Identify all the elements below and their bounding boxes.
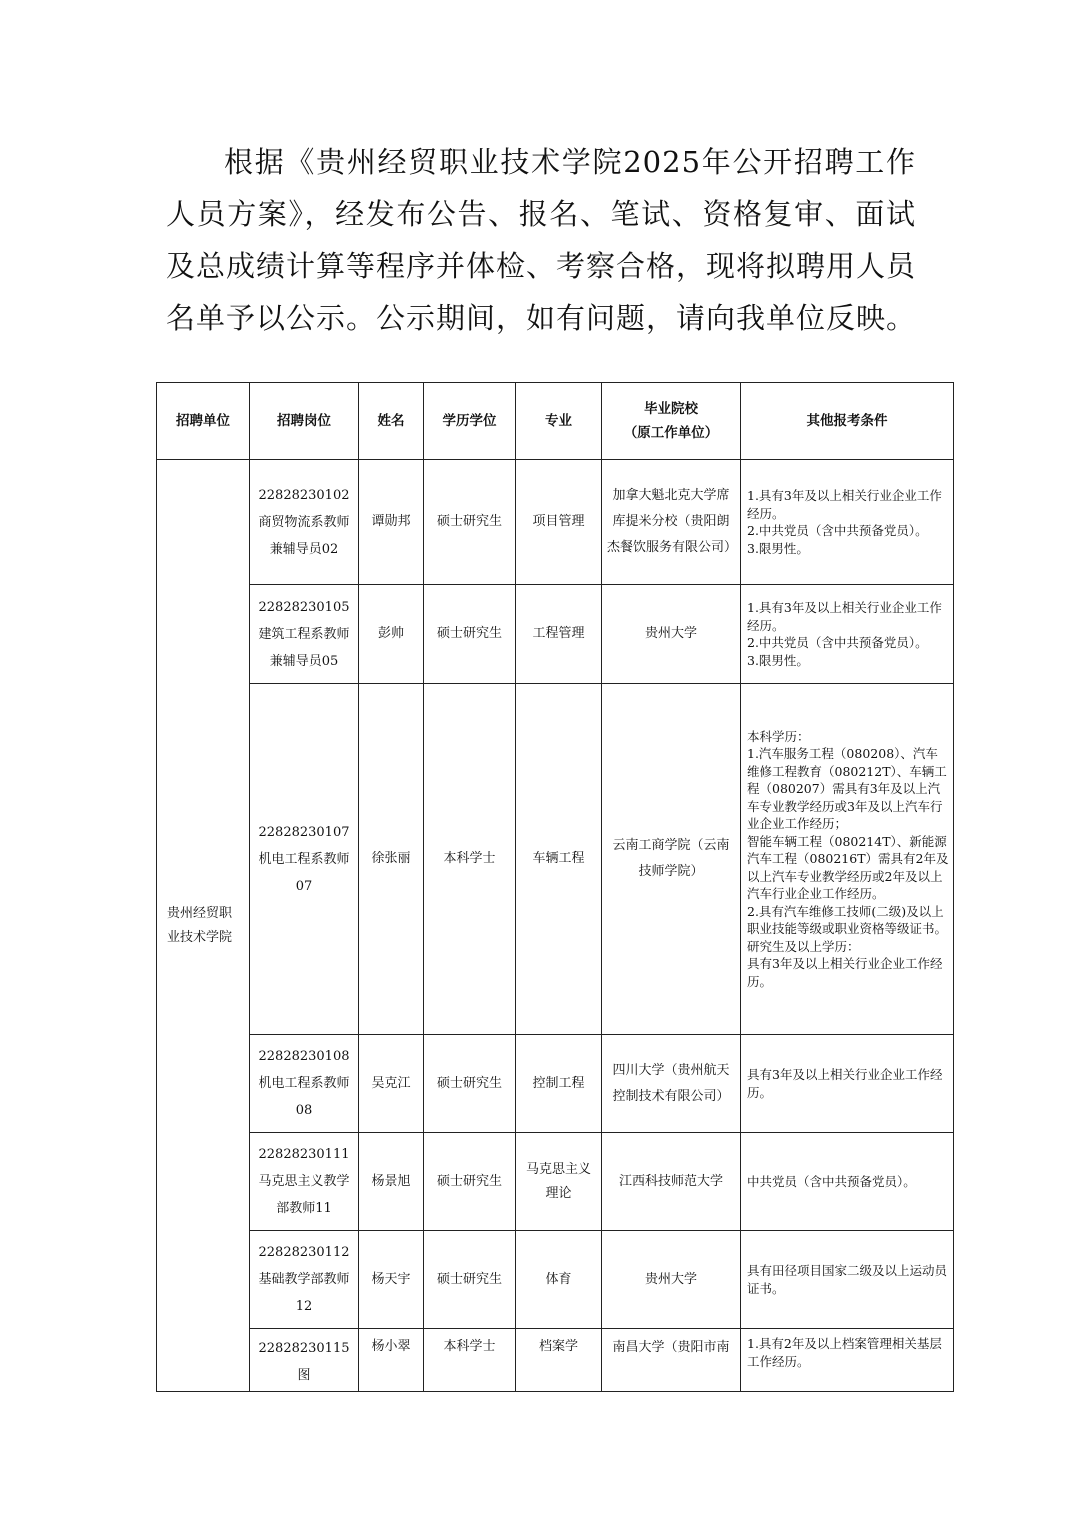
name-cell: 彭帅	[359, 585, 424, 684]
degree-cell: 本科学士	[424, 1329, 516, 1392]
condition-line: 1.具有3年及以上相关行业企业工作经历。	[747, 600, 942, 633]
school-cell: 四川大学（贵州航天控制技术有限公司）	[602, 1035, 741, 1133]
major-cell: 马克思主义理论	[516, 1133, 602, 1231]
table-row	[157, 460, 954, 585]
condition-line: 1.汽车服务工程（080208）、汽车维修工程教育（080212T）、车辆工程（080207）需具有3年及以上汽车专业教学经历或3年及以上汽车行业企业工作经历；	[747, 746, 947, 832]
school-cell: 江西科技师范大学	[602, 1133, 741, 1231]
table-row	[157, 1133, 954, 1231]
condition-line: 3.限男性。	[747, 652, 809, 668]
header-school-line1: 毕业院校	[644, 401, 698, 417]
post-cell: 22828230105建筑工程系教师兼辅导员05	[250, 585, 359, 684]
conditions-cell	[741, 1231, 954, 1329]
conditions-cell	[741, 460, 954, 585]
post-cell: 22828230115图	[250, 1329, 359, 1392]
condition-line: 3.限男性。	[747, 540, 809, 556]
condition-line: 2.中共党员（含中共预备党员）。	[747, 635, 928, 650]
conditions-cell	[741, 1133, 954, 1231]
name-cell: 杨景旭	[359, 1133, 424, 1231]
intro-paragraph: 根据《贵州经贸职业技术学院2025年公开招聘工作人员方案》，经发布公告、报名、笔试、资格复审、面试及总成绩计算等程序并体检、考察合格，现将拟聘用人员名单予以公示。公示期间，如有问题，请向我单位反映。	[166, 145, 917, 335]
table-row	[157, 684, 954, 1035]
major-cell: 控制工程	[516, 1035, 602, 1133]
table-header-row	[157, 383, 954, 460]
post-cell: 22828230107机电工程系教师07	[250, 684, 359, 1035]
name-cell: 杨小翠	[359, 1329, 424, 1392]
condition-line: 本科学历：	[747, 728, 810, 744]
condition-line: 具有田径项目国家二级及以上运动员证书。	[747, 1263, 948, 1296]
condition-line: 中共党员（含中共预备党员）。	[747, 1173, 916, 1189]
post-cell: 22828230102商贸物流系教师兼辅导员02	[250, 460, 359, 585]
name-cell: 谭勋邦	[359, 460, 424, 585]
condition-line: 1.具有3年及以上相关行业企业工作经历。	[747, 488, 942, 521]
school-cell: 贵州大学	[602, 585, 741, 684]
name-cell: 杨天宇	[359, 1231, 424, 1329]
condition-line: 2.具有汽车维修工技师(二级)及以上职业技能等级或职业资格等级证书。	[747, 903, 948, 937]
condition-line: 具有3年及以上相关行业企业工作经历。	[747, 956, 943, 989]
name-cell: 吴克江	[359, 1035, 424, 1133]
header-post: 招聘岗位	[250, 383, 359, 460]
school-cell: 南昌大学（贵阳市南	[602, 1329, 741, 1392]
header-unit: 招聘单位	[157, 383, 250, 460]
conditions-cell	[741, 684, 954, 1035]
header-school	[602, 383, 741, 460]
degree-cell: 硕士研究生	[424, 1035, 516, 1133]
unit-cell: 贵州经贸职业技术学院	[157, 460, 250, 1392]
post-cell: 22828230112基础教学部教师12	[250, 1231, 359, 1329]
header-degree: 学历学位	[424, 383, 516, 460]
conditions-cell	[741, 585, 954, 684]
post-cell: 22828230108机电工程系教师08	[250, 1035, 359, 1133]
major-cell: 档案学	[516, 1329, 602, 1392]
condition-line: 研究生及以上学历：	[747, 938, 860, 954]
school-cell: 加拿大魁北克大学席库提米分校（贵阳朗杰餐饮服务有限公司）	[602, 460, 741, 585]
conditions-cell	[741, 1329, 954, 1392]
table-row	[157, 1035, 954, 1133]
condition-line: 智能车辆工程（080214T）、新能源汽车工程（080216T）需具有2年及以上汽车专业教学经历或2年及以上汽车行业企业工作经历。	[747, 833, 949, 902]
school-cell: 贵州大学	[602, 1231, 741, 1329]
condition-line: 2.中共党员（含中共预备党员）。	[747, 523, 928, 538]
major-cell: 体育	[516, 1231, 602, 1329]
degree-cell: 硕士研究生	[424, 585, 516, 684]
post-cell: 22828230111马克思主义教学部教师11	[250, 1133, 359, 1231]
table-row	[157, 585, 954, 684]
hiring-roster-table	[156, 382, 954, 1392]
condition-line: 具有3年及以上相关行业企业工作经历。	[747, 1067, 943, 1100]
table-row	[157, 1231, 954, 1329]
degree-cell: 硕士研究生	[424, 460, 516, 585]
condition-line: 1.具有2年及以上档案管理相关基层工作经历。	[747, 1336, 942, 1369]
header-major: 专业	[516, 383, 602, 460]
header-conditions: 其他报考条件	[741, 383, 954, 460]
conditions-cell	[741, 1035, 954, 1133]
school-cell: 云南工商学院（云南技师学院）	[602, 684, 741, 1035]
degree-cell: 硕士研究生	[424, 1133, 516, 1231]
major-cell: 车辆工程	[516, 684, 602, 1035]
major-cell: 项目管理	[516, 460, 602, 585]
header-name: 姓名	[359, 383, 424, 460]
degree-cell: 硕士研究生	[424, 1231, 516, 1329]
header-school-line2: （原工作单位）	[623, 425, 719, 441]
degree-cell: 本科学士	[424, 684, 516, 1035]
major-cell: 工程管理	[516, 585, 602, 684]
name-cell: 徐张丽	[359, 684, 424, 1035]
table-row	[157, 1329, 954, 1392]
